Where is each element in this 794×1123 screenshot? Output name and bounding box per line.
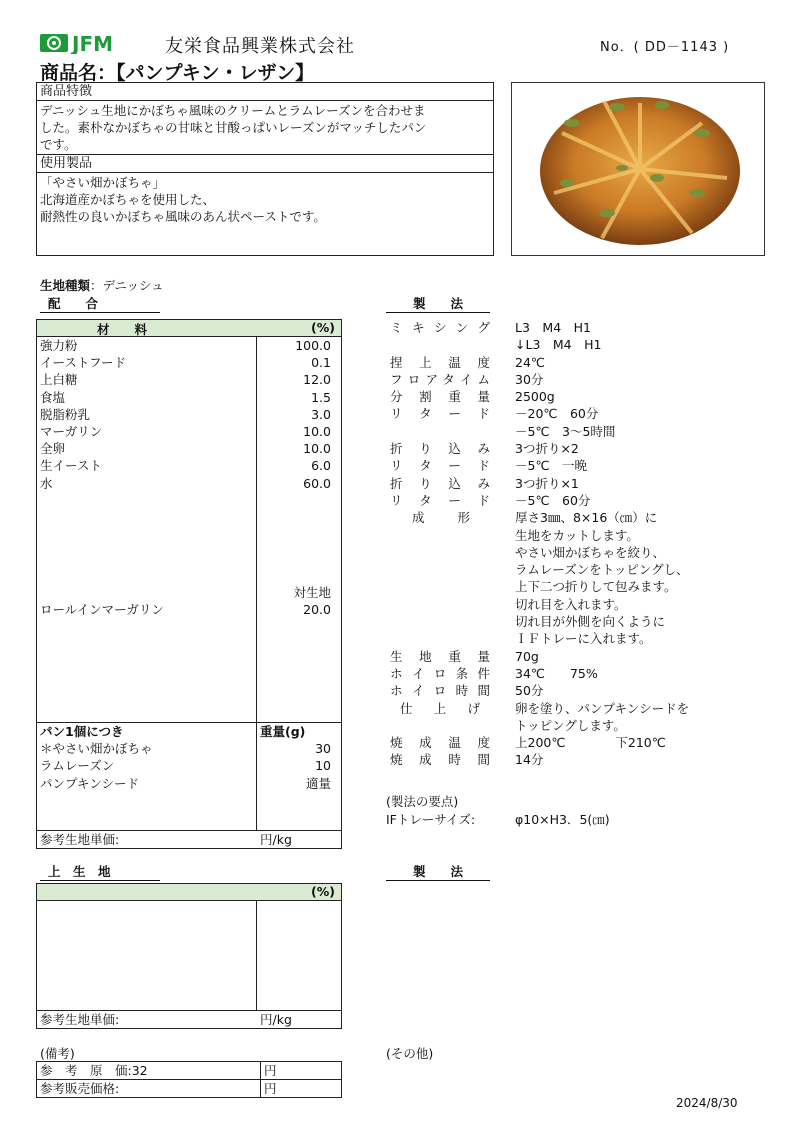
unit-price-label: 参考生地単価:	[40, 1012, 120, 1027]
method-detail: －5℃ 一晩	[515, 458, 587, 474]
dough-type-label: 生地種類	[40, 278, 91, 293]
ingredient-name: 強力粉	[40, 338, 78, 353]
method-detail: 3つ折り×2	[515, 441, 579, 457]
method-row	[0, 336, 794, 353]
rollin-note: 対生地	[293, 585, 331, 600]
formula-title: 配 合	[40, 294, 160, 313]
method-row	[0, 527, 794, 544]
unit-price-row	[37, 1010, 341, 1028]
remarks-title: (備考)	[40, 1046, 75, 1061]
method-row	[0, 700, 794, 717]
method-rows	[0, 319, 794, 769]
per-piece-title: パン1個につき	[40, 724, 124, 739]
method-row	[0, 423, 794, 440]
ingredient-value: 3.0	[311, 406, 331, 422]
method-row	[0, 665, 794, 682]
price-label: 参考販売価格:	[40, 1081, 120, 1097]
method-step: 仕上げ	[400, 700, 480, 716]
dough-type-value: ：デニッシュ	[90, 278, 164, 293]
method-step: 折り込み	[390, 475, 490, 491]
unit-price-value: 円/kg	[260, 1012, 292, 1027]
price-row	[37, 1080, 341, 1097]
ingredient-value: 10.0	[303, 441, 331, 457]
method-detail: 切れ目を入れます。	[515, 596, 627, 612]
ingredient-value: 6.0	[311, 458, 331, 474]
method-step: 焼成温度	[390, 735, 490, 751]
method-row	[0, 457, 794, 474]
method-detail: 3つ折り×1	[515, 475, 579, 491]
per-piece-value: 10	[315, 758, 331, 774]
cost-unit: 円	[260, 1062, 277, 1079]
method-points-title: (製法の要点)	[386, 794, 459, 809]
rollin-name: ロールインマーガリン	[40, 602, 164, 617]
method-step: リタード	[390, 492, 490, 508]
ingredient-name: 上白糖	[40, 372, 78, 388]
per-piece-value: 30	[315, 741, 331, 757]
header-percent: (%)	[311, 320, 335, 335]
column-divider	[256, 884, 257, 1028]
used-title: 使用製品	[37, 155, 493, 173]
features-title: 商品特徴	[37, 83, 493, 101]
method-row	[0, 578, 794, 595]
ingredient-name: イーストフード	[40, 355, 127, 371]
tray-size-value: φ10×H3．5(㎝)	[515, 812, 610, 827]
method-detail: 2500g	[515, 389, 555, 405]
top-dough-header	[37, 884, 341, 901]
top-dough-title: 上 生 地	[40, 862, 160, 881]
method-detail: 34℃ 75%	[515, 665, 598, 681]
company-name: 友栄食品興業株式会社	[165, 36, 355, 57]
method-step: リタード	[390, 406, 490, 422]
feature-box	[36, 82, 494, 256]
product-name: 【パンプキン・レザン】	[116, 62, 315, 84]
method-row	[0, 596, 794, 613]
tray-size-label: IFトレーサイズ:	[386, 812, 476, 827]
method-detail: ↓L3 M4 H1	[515, 337, 602, 353]
method-step: ホイロ条件	[390, 665, 490, 681]
method-detail: ＩＦトレーに入れます。	[515, 631, 652, 647]
features-line: した。素朴なかぼちゃの甘味と甘酸っぱいレーズンがマッチしたパン	[40, 120, 427, 135]
method-detail: 70g	[515, 648, 539, 664]
used-text	[37, 173, 493, 226]
method-detail: －20℃ 60分	[515, 406, 599, 422]
method-detail: －5℃ 60分	[515, 492, 591, 508]
other-title: (その他)	[386, 1046, 434, 1061]
method-row	[0, 475, 794, 492]
method-row	[0, 561, 794, 578]
method-step: 捏上温度	[390, 354, 490, 370]
top-dough-table	[36, 883, 342, 1029]
used-line: 耐熱性の良いかぼちゃ風味のあん状ペーストです。	[40, 209, 326, 224]
ingredient-name: 水	[40, 475, 53, 491]
features-text	[37, 101, 493, 155]
method-step: 成 形	[412, 510, 470, 526]
per-piece-name: パンプキンシード	[40, 775, 140, 791]
ingredient-name: 生イースト	[40, 458, 102, 474]
cost-row	[37, 1062, 341, 1080]
method-detail: やさい畑かぼちゃを絞り、	[515, 544, 666, 560]
header-material: 材 料	[97, 322, 148, 337]
method-row	[0, 734, 794, 751]
method-step: ホイロ時間	[390, 683, 490, 699]
method-row	[0, 648, 794, 665]
unit-price-label: 参考生地単価:	[40, 832, 120, 847]
method-detail: 卵を塗り、パンプキンシードを	[515, 700, 690, 716]
ingredient-value: 0.1	[311, 355, 331, 371]
ingredient-value: 60.0	[303, 475, 331, 491]
rollin-value: 20.0	[303, 602, 331, 617]
method-step: 焼成時間	[390, 752, 490, 768]
method-title: 製 法	[386, 294, 490, 313]
method-step: ミキシング	[390, 320, 490, 335]
method-detail: ラムレーズンをトッピングし、	[515, 562, 689, 578]
method-row	[0, 544, 794, 561]
price-unit: 円	[260, 1080, 277, 1097]
used-line: 北海道産かぼちゃを使用した、	[40, 192, 216, 207]
document-number: No．( DD－1143 )	[600, 40, 730, 55]
method-detail: 上下二つ折りして包みます。	[515, 579, 677, 595]
ingredient-value: 10.0	[303, 423, 331, 439]
method-row	[0, 354, 794, 371]
ingredient-name: 脱脂粉乳	[40, 406, 91, 422]
method-row	[0, 509, 794, 526]
product-title	[40, 58, 314, 85]
method-row	[0, 371, 794, 388]
per-piece-name: ＊やさい畑かぼちゃ	[40, 741, 153, 757]
features-line: です。	[40, 137, 77, 152]
table-row	[37, 775, 341, 792]
method-step: フロアタイム	[390, 371, 490, 387]
per-piece-name: ラムレーズン	[40, 758, 115, 774]
unit-price-row	[37, 830, 341, 848]
ingredient-value: 12.0	[303, 372, 331, 388]
document-date: 2024/8/30	[676, 1096, 738, 1110]
ingredient-value: 1.5	[311, 389, 331, 405]
remarks-table	[36, 1061, 342, 1098]
method-detail: トッピングします。	[515, 717, 626, 733]
method-step: 生地重量	[390, 648, 490, 664]
method-detail: －5℃ 3～5時間	[515, 423, 616, 439]
used-line: 「やさい畑かぼちゃ」	[40, 175, 166, 190]
method-detail: 生地をカットします。	[515, 527, 639, 543]
method-step: 折り込み	[390, 441, 490, 457]
method-row	[0, 682, 794, 699]
method-detail: 14分	[515, 752, 544, 768]
unit-price-value: 円/kg	[260, 832, 292, 847]
method-row	[0, 388, 794, 405]
method-detail: 上200℃ 下210℃	[515, 735, 666, 751]
method-step: リタード	[390, 458, 490, 474]
method-detail: L3 M4 H1	[515, 320, 592, 335]
dough-type	[40, 276, 164, 294]
header-percent: (%)	[311, 884, 335, 899]
product-label: 商品名：	[40, 62, 117, 84]
method-row	[0, 751, 794, 768]
method-row	[0, 613, 794, 630]
logo-text: JFM	[72, 32, 114, 54]
per-piece-value: 適量	[305, 775, 331, 791]
ingredient-name: マーガリン	[40, 423, 103, 439]
company-logo	[40, 32, 150, 54]
method-row	[0, 440, 794, 457]
method-row	[0, 319, 794, 336]
method-step: 分割重量	[390, 389, 490, 405]
method-detail: 切れ目が外側を向くように	[515, 614, 666, 630]
weight-header: 重量(g)	[260, 724, 306, 739]
ingredient-name: 食塩	[40, 389, 66, 405]
features-line: デニッシュ生地にかぼちゃ風味のクリームとラムレーズンを合わせま	[40, 103, 426, 118]
method-row	[0, 492, 794, 509]
method-row	[0, 717, 794, 734]
method-detail: 50分	[515, 683, 544, 699]
product-photo	[511, 82, 765, 256]
top-dough-method-title: 製 法	[386, 862, 490, 881]
ingredient-value: 100.0	[295, 338, 331, 353]
method-row	[0, 405, 794, 422]
method-detail: 30分	[515, 371, 544, 387]
cost-label: 参 考 原 価:32	[40, 1063, 148, 1078]
ingredient-name: 全卵	[40, 441, 66, 457]
method-detail: 24℃	[515, 354, 545, 370]
method-detail: 厚さ3㎜、8×16（㎝）に	[515, 510, 658, 526]
method-row	[0, 630, 794, 647]
